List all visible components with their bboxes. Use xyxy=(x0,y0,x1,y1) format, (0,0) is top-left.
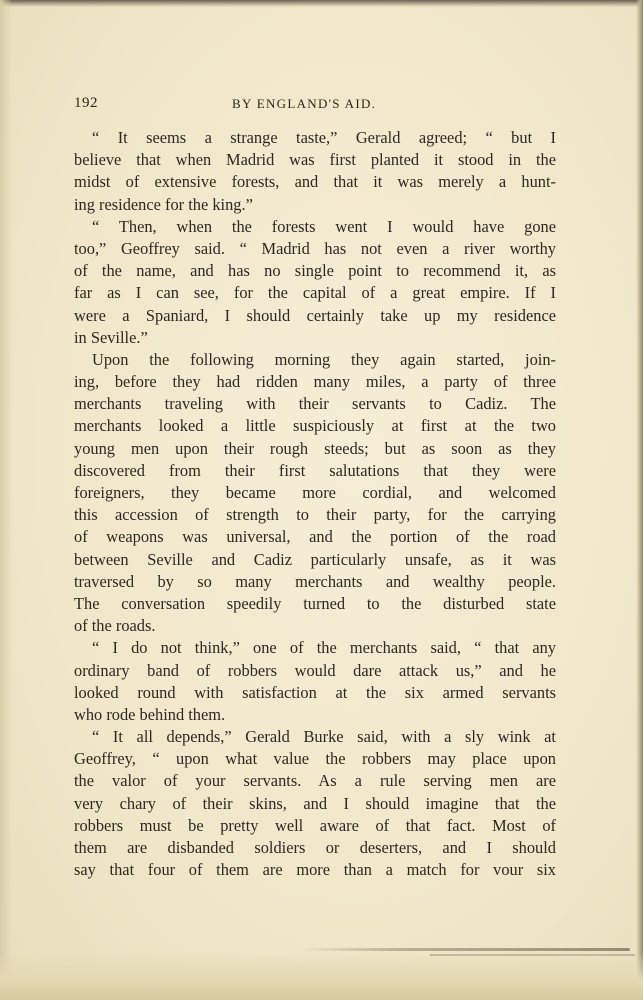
running-head xyxy=(74,95,556,115)
page-shadow xyxy=(300,948,630,951)
page-right-edge xyxy=(636,0,643,1000)
text-line: too,” Geoffrey said. “ Madrid has not even a river worthy xyxy=(74,238,556,258)
running-title: BY ENGLAND'S AID. xyxy=(232,96,377,111)
page-number: 192 xyxy=(74,95,98,111)
text-line: in Seville.” xyxy=(74,327,148,347)
text-line: of weapons was universal, and the portion of the road xyxy=(74,527,556,547)
text-line: who rode behind them. xyxy=(74,704,226,724)
text-line: Upon the following morning they again started, join- xyxy=(92,349,556,369)
text-line: say that four of them are more than a match for vour six xyxy=(74,860,556,880)
text-line: ing, before they had ridden many miles, a party of three xyxy=(74,372,556,392)
text-line: of the name, and has no single point to recommend it, as xyxy=(74,261,556,281)
page-top-edge xyxy=(0,0,643,7)
text-line: foreigners, they became more cordial, and welcomed xyxy=(74,483,556,502)
text-line: of the roads. xyxy=(74,616,156,636)
text-line: believe that when Madrid was first planted it stood in the xyxy=(74,150,556,170)
text-line: between Seville and Cadiz particularly unsafe, as it was xyxy=(74,549,556,569)
text-line: traversed by so many merchants and wealthy people. xyxy=(74,571,556,591)
text-line: “ I do not think,” one of the merchants said, “ that any xyxy=(92,638,556,658)
page-shadow xyxy=(430,954,635,956)
text-line: merchants looked a little suspiciously at first at the two xyxy=(74,416,556,436)
text-line: far as I can see, for the capital of a great empire. If I xyxy=(74,283,556,303)
text-line: looked round with satisfaction at the six armed servants xyxy=(74,682,556,702)
text-line: ing residence for the king.” xyxy=(74,194,253,214)
text-line: this accession of strength to their party, for the carrying xyxy=(74,505,556,525)
text-line: very chary of their skins, and I should imagine that the xyxy=(74,793,556,813)
page-bottom-edge xyxy=(0,952,643,1000)
text-line: them are disbanded soldiers or deserters, and I should xyxy=(74,838,556,857)
text-line: “ It seems a strange taste,” Gerald agreed; “ but I xyxy=(92,128,556,147)
text-line: Geoffrey, “ upon what value the robbers may place upon xyxy=(74,749,556,769)
text-line: merchants traveling with their servants to Cadiz. The xyxy=(74,394,556,414)
text-line: discovered from their first salutations that they were xyxy=(74,460,556,480)
text-line: were a Spaniard, I should certainly take up my residence xyxy=(74,305,556,325)
text-line: young men upon their rough steeds; but as soon as they xyxy=(74,438,556,458)
page-left-edge xyxy=(0,0,12,1000)
body-text xyxy=(74,127,556,881)
text-line: “ Then, when the forests went I would have gone xyxy=(92,216,556,236)
text-line: The conversation speedily turned to the disturbed state xyxy=(74,593,556,613)
text-line: midst of extensive forests, and that it was merely a hunt- xyxy=(74,172,556,192)
text-line: ordinary band of robbers would dare attack us,” and he xyxy=(74,660,556,680)
text-line: robbers must be pretty well aware of that fact. Most of xyxy=(74,815,556,835)
text-line: “ It all depends,” Gerald Burke said, with a sly wink at xyxy=(92,727,556,747)
text-line: the valor of your servants. As a rule serving men are xyxy=(74,771,556,791)
